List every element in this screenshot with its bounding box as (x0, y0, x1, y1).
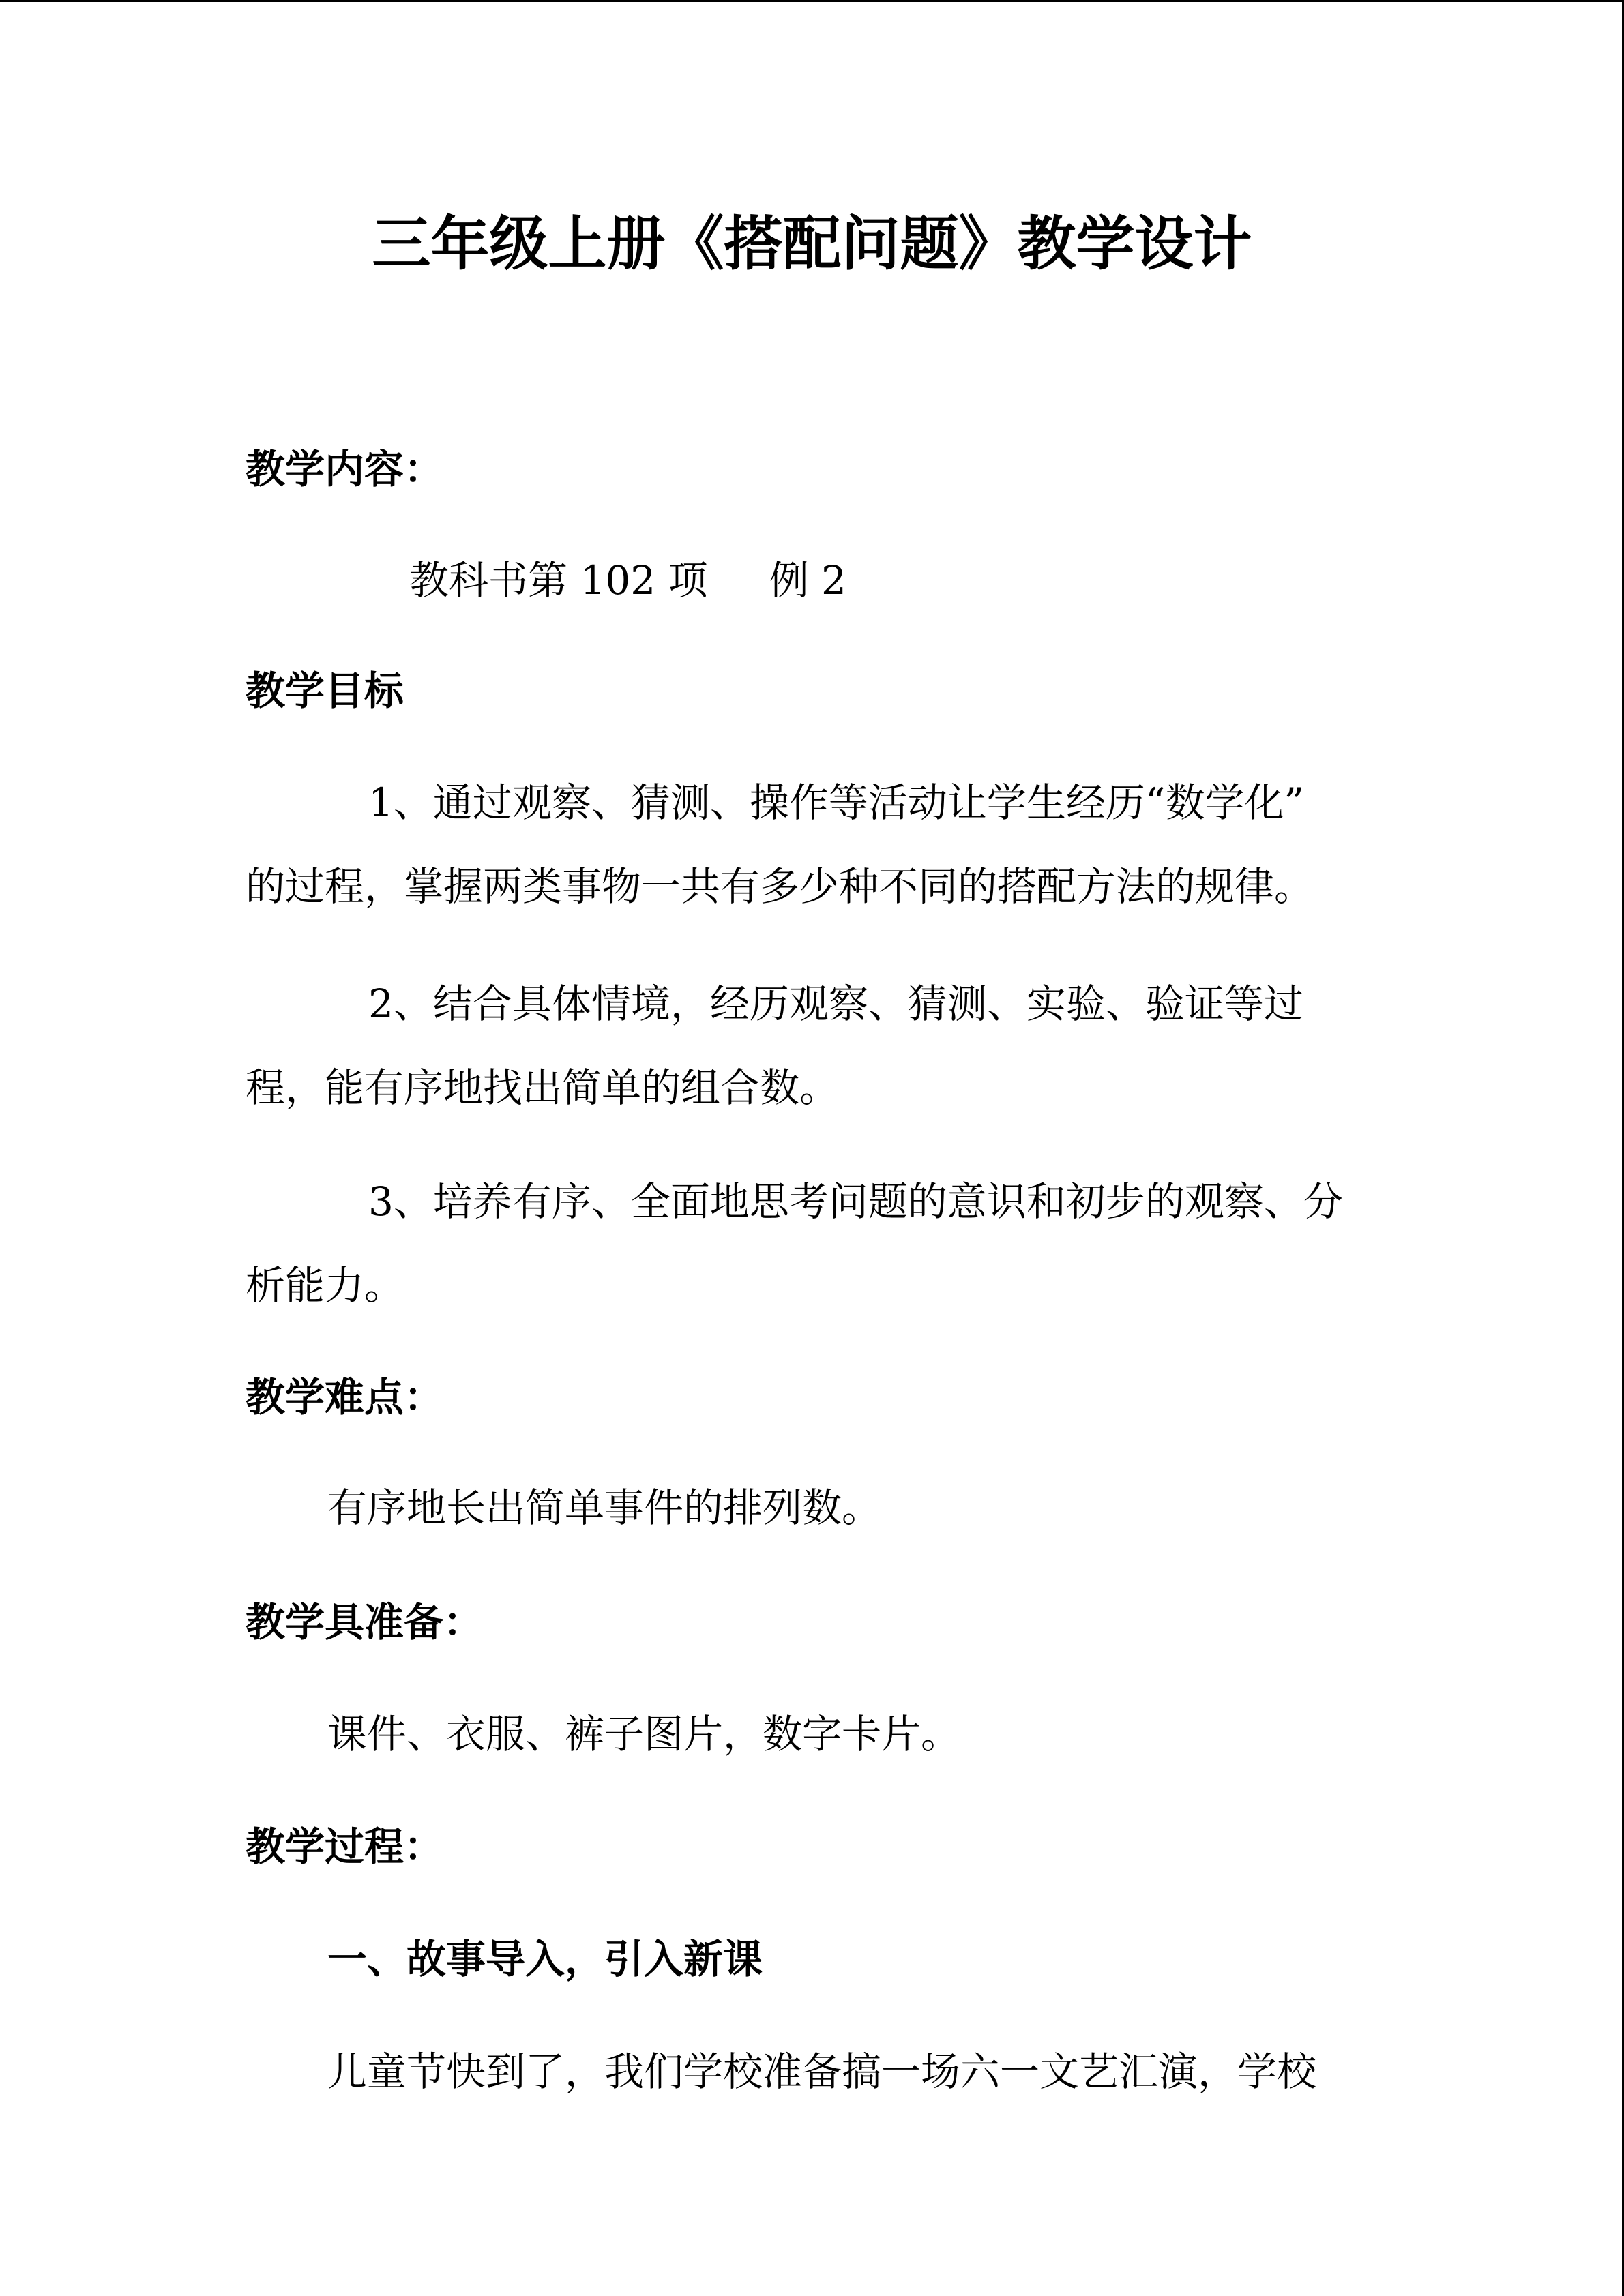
step-1-text: 儿童节快到了，我们学校准备搞一场六一文艺汇演，学校 (327, 2048, 1317, 2095)
document-title: 三年级上册《搭配问题》教学设计 (372, 209, 1252, 278)
goal-1-line-1: 1、通过观察、猜测、操作等活动让学生经历“数学化” (368, 779, 1305, 826)
section-heading-process: 教学过程： (246, 1823, 444, 1870)
goal-1-line-2: 的过程，掌握两类事物一共有多少种不同的搭配方法的规律。 (246, 863, 1314, 910)
textbook-page-ref: 教科书第 102 项 (409, 557, 708, 603)
step-1-heading: 一、故事导入，引入新课 (327, 1936, 763, 1982)
section-heading-goals: 教学目标 (246, 668, 404, 714)
content-text (409, 553, 846, 608)
goal-2-line-2: 程，能有序地找出简单的组合数。 (246, 1064, 840, 1111)
example-ref: 例 2 (769, 557, 846, 603)
section-heading-preparation: 教学具准备： (246, 1599, 484, 1645)
preparation-text: 课件、衣服、裤子图片，数字卡片。 (327, 1711, 961, 1757)
difficulty-text: 有序地长出简单事件的排列数。 (327, 1485, 882, 1531)
section-heading-difficulty: 教学难点： (246, 1374, 444, 1420)
section-heading-content: 教学内容： (246, 446, 444, 492)
goal-3-line-1: 3、培养有序、全面地思考问题的意识和初步的观察、分 (368, 1178, 1343, 1225)
goal-2-line-1: 2、结合具体情境，经历观察、猜测、实验、验证等过 (368, 981, 1303, 1027)
goal-3-line-2: 析能力。 (246, 1262, 404, 1309)
